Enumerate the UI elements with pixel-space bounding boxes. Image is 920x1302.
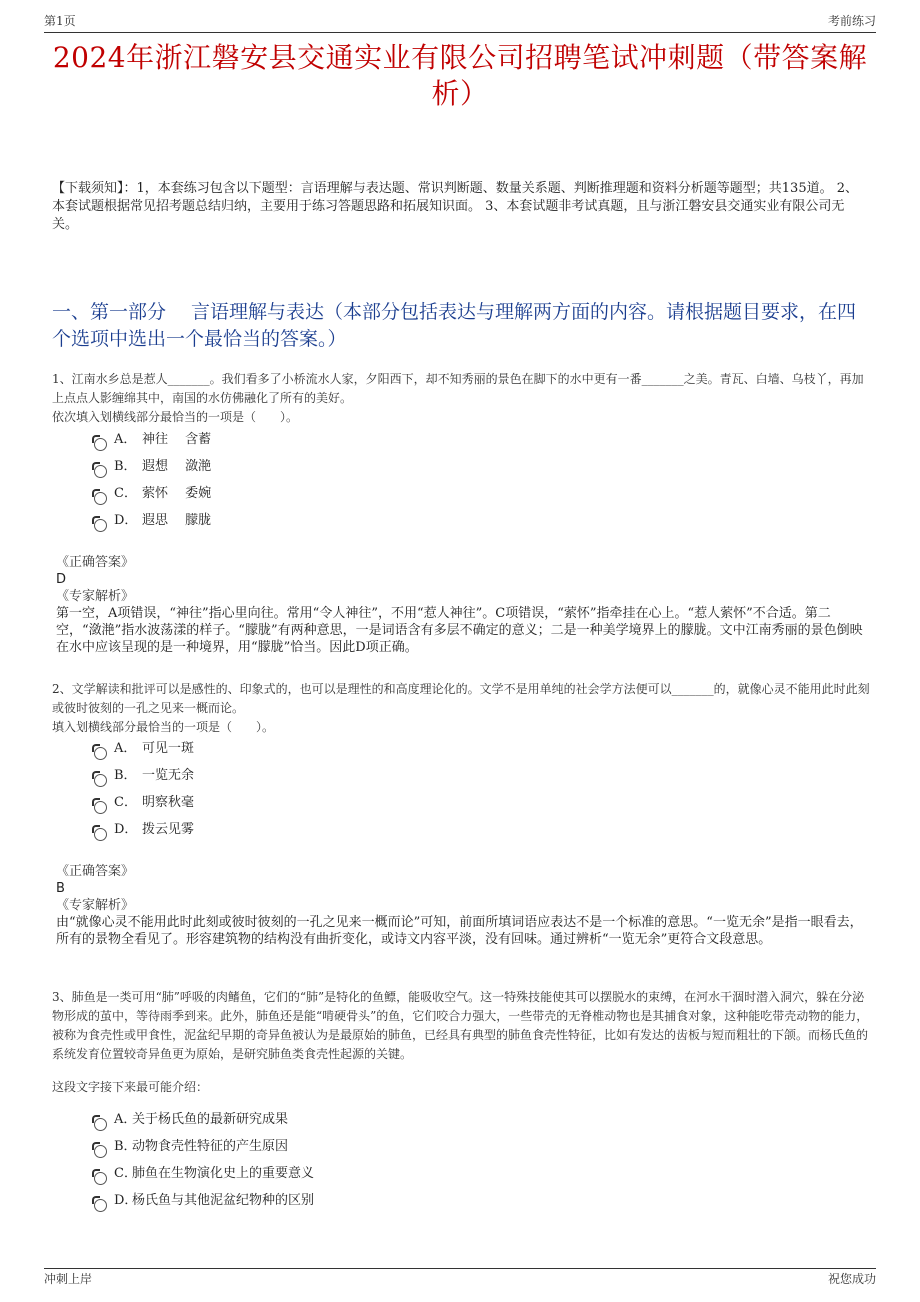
header-right-label: 考前练习 xyxy=(827,14,876,28)
option-letter: B． xyxy=(114,459,137,474)
question-3-stem: 3、肺鱼是一类可用“肺”呼吸的肉鳍鱼，它们的“肺”是特化的鱼鳔，能吸收空气。这一特殊技能使其可以摆脱水的束缚，在河水干涸时潜入洞穴，躲在分泌物形成的茧中，等待雨季到来。此外，肺鱼还是能“啃硬骨头”的鱼，它们咬合力强大，一些带壳的无脊椎动物也是其捕食对象，这种能吃带壳动物的能力，被称为食壳性或甲食性，泥盆纪早期的奇异鱼被认为是最原始的肺鱼，已经具有典型的肺鱼食壳性特征，比如有发达的齿板与短而粗壮的下颌。而杨氏鱼的系统发育位置较奇异鱼更为原始，是研究肺鱼类食壳性起源的关键。 xyxy=(52,990,869,1061)
section-heading: 一、第一部分 言语理解与表达（本部分包括表达与理解两方面的内容。请根据题目要求，在四个选项中选出一个最恰当的答案。） xyxy=(52,301,857,350)
question-2-options xyxy=(94,739,194,847)
option-d[interactable] xyxy=(94,820,194,847)
question-3 xyxy=(52,988,870,1097)
answer-label: 《正确答案》 xyxy=(56,555,135,570)
document-title: 2024年浙江磐安县交通实业有限公司招聘笔试冲刺题（带答案解析） xyxy=(52,41,868,110)
option-text: 关于杨氏鱼的最新研究成果 xyxy=(132,1112,289,1127)
option-text: 遐思 朦胧 xyxy=(142,513,212,528)
option-letter: D． xyxy=(114,1193,138,1208)
option-letter: B． xyxy=(114,768,137,783)
question-1 xyxy=(52,370,870,427)
option-text: 可见一斑 xyxy=(142,741,195,756)
option-b[interactable] xyxy=(94,1137,314,1164)
option-letter: C． xyxy=(114,486,137,501)
radio-icon[interactable] xyxy=(94,519,107,532)
option-text: 动物食壳性特征的产生原因 xyxy=(132,1139,289,1154)
radio-icon[interactable] xyxy=(94,465,107,478)
option-a[interactable] xyxy=(94,1110,314,1137)
option-a[interactable] xyxy=(94,430,211,457)
option-d[interactable] xyxy=(94,1191,314,1218)
option-letter: A． xyxy=(114,1112,137,1127)
analysis-text: 由“就像心灵不能用此时此刻或彼时彼刻的一孔之见来一概而论”可知，前面所填词语应表达不是一个标准的意思。“一览无余”是指一眼看去，所有的景物全看见了。形容建筑物的结构没有曲折变化，或诗文内容平淡，没有回味。通过辨析“一览无余”更符合文段意思。 xyxy=(56,915,863,947)
header-divider xyxy=(44,32,876,33)
question-2-prompt: 填入划横线部分最恰当的一项是（ ）。 xyxy=(52,720,275,734)
option-text: 神往 含蓄 xyxy=(142,432,212,447)
correct-answer: B xyxy=(56,881,65,896)
radio-icon[interactable] xyxy=(94,492,107,505)
page-header xyxy=(44,12,876,32)
question-1-stem: 1、江南水乡总是惹人_______。我们看多了小桥流水人家，夕阳西下，却不知秀丽的景色在脚下的水中更有一番_______之美。青瓦、白墙、乌枝丫，再加上点点人影缠绵其中，南国的水仿佛融化了所有的美好。 xyxy=(52,372,864,405)
option-letter: D． xyxy=(114,513,138,528)
option-c[interactable] xyxy=(94,1164,314,1191)
option-text: 萦怀 委婉 xyxy=(142,486,212,501)
option-c[interactable] xyxy=(94,484,211,511)
question-1-options xyxy=(94,430,211,538)
radio-icon[interactable] xyxy=(94,1172,107,1185)
option-d[interactable] xyxy=(94,511,211,538)
radio-icon[interactable] xyxy=(94,1199,107,1212)
option-text: 遐想 潋滟 xyxy=(142,459,212,474)
radio-icon[interactable] xyxy=(94,747,107,760)
radio-icon[interactable] xyxy=(94,828,107,841)
footer-left-label: 冲刺上岸 xyxy=(44,1272,93,1286)
option-letter: B． xyxy=(114,1139,137,1154)
option-letter: A． xyxy=(114,741,137,756)
question-2-stem: 2、文学解读和批评可以是感性的、印象式的，也可以是理性的和高度理论化的。文学不是用单纯的社会学方法便可以_______的，就像心灵不能用此时此刻或彼时彼刻的一孔之见来一概而论。 xyxy=(52,682,870,715)
radio-icon[interactable] xyxy=(94,801,107,814)
option-a[interactable] xyxy=(94,739,194,766)
footer-right-label: 祝您成功 xyxy=(827,1272,876,1286)
analysis-label: 《专家解析》 xyxy=(56,589,135,604)
question-1-answer-block xyxy=(56,554,870,656)
page-number: 第1页 xyxy=(44,14,76,28)
option-text: 明察秋毫 xyxy=(142,795,195,810)
option-text: 杨氏鱼与其他泥盆纪物种的区别 xyxy=(132,1193,315,1208)
question-2 xyxy=(52,680,870,737)
option-b[interactable] xyxy=(94,766,194,793)
question-2-answer-block xyxy=(56,863,870,948)
option-c[interactable] xyxy=(94,793,194,820)
option-b[interactable] xyxy=(94,457,211,484)
option-text: 肺鱼在生物演化史上的重要意义 xyxy=(132,1166,315,1181)
question-3-options xyxy=(94,1110,314,1218)
correct-answer: D xyxy=(56,572,67,587)
download-notice: 【下载须知】：1，本套练习包含以下题型：言语理解与表达题、常识判断题、数量关系题、判断推理题和资料分析题等题型；共135道。 2、本套试题根据常见招考题总结归纳，主要用于练习答题思路和拓展知识面。 3、本套试题非考试真题，且与浙江磐安县交通实业有限公司无关。 xyxy=(52,181,858,232)
option-letter: C． xyxy=(114,795,137,810)
question-1-prompt: 依次填入划横线部分最恰当的一项是（ ）。 xyxy=(52,410,299,424)
option-letter: A． xyxy=(114,432,137,447)
analysis-label: 《专家解析》 xyxy=(56,898,135,913)
analysis-text: 第一空，A项错误，“神往”指心里向往。常用“令人神往”，不用“惹人神往”。C项错误，“萦怀”指牵挂在心上。“惹人萦怀”不合适。第二空，“潋滟”指水波荡漾的样子。“朦胧”有两种意思，一是词语含有多层不确定的意义；二是一种美学境界上的朦胧。文中江南秀丽的景色倒映在水中应该呈现的是一种境界，用“朦胧”恰当。因此D项正确。 xyxy=(56,606,863,655)
question-3-prompt: 这段文字接下来最可能介绍： xyxy=(52,1080,209,1094)
option-text: 一览无余 xyxy=(142,768,195,783)
answer-label: 《正确答案》 xyxy=(56,864,135,879)
radio-icon[interactable] xyxy=(94,1145,107,1158)
footer-divider xyxy=(44,1268,876,1269)
option-letter: D． xyxy=(114,822,138,837)
radio-icon[interactable] xyxy=(94,1118,107,1131)
option-letter: C． xyxy=(114,1166,137,1181)
option-text: 拨云见雾 xyxy=(142,822,195,837)
radio-icon[interactable] xyxy=(94,438,107,451)
radio-icon[interactable] xyxy=(94,774,107,787)
